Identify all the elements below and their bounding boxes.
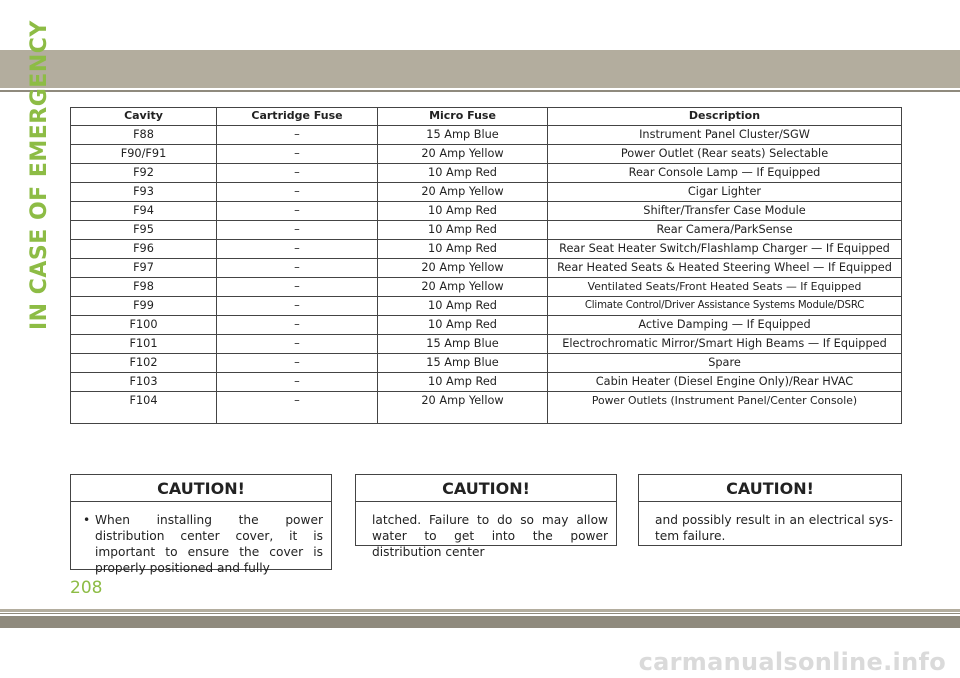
cartridge-fuse-cell: – — [217, 392, 378, 424]
cartridge-fuse-cell: – — [217, 126, 378, 145]
cartridge-fuse-cell: – — [217, 373, 378, 392]
caution-title: CAUTION! — [639, 475, 901, 502]
watermark: carmanualsonline.info — [638, 648, 946, 676]
header-divider-dark — [0, 90, 960, 92]
description-cell: Rear Camera/ParkSense — [548, 221, 902, 240]
column-header-cavity: Cavity — [71, 108, 217, 126]
table-row — [71, 316, 902, 335]
caution-body — [71, 502, 331, 584]
caution-text: latched. Failure to do so may allow water to get into the power distribution center — [372, 513, 608, 559]
description-cell: Climate Control/Driver Assistance Systems Module/DSRC — [548, 297, 902, 316]
caution-text: and possibly result in an electrical sys-tem failure. — [655, 513, 893, 543]
caution-box-2 — [355, 474, 617, 559]
description-cell: Rear Seat Heater Switch/Flashlamp Charger — If Equipped — [548, 240, 902, 259]
micro-fuse-cell: 10 Amp Red — [378, 373, 548, 392]
micro-fuse-cell: 20 Amp Yellow — [378, 278, 548, 297]
footer-rule — [0, 609, 960, 612]
caution-box-1 — [70, 474, 332, 575]
footer-band — [0, 616, 960, 628]
micro-fuse-cell: 10 Amp Red — [378, 221, 548, 240]
cartridge-fuse-cell: – — [217, 354, 378, 373]
description-cell: Rear Console Lamp — If Equipped — [548, 164, 902, 183]
cartridge-fuse-cell: – — [217, 183, 378, 202]
micro-fuse-cell: 20 Amp Yellow — [378, 259, 548, 278]
description-cell: Active Damping — If Equipped — [548, 316, 902, 335]
micro-fuse-cell: 15 Amp Blue — [378, 126, 548, 145]
caution-text: When installing the power distribution center cover, it is important to ensure the cover is properly positioned and fully — [95, 513, 323, 575]
micro-fuse-cell: 20 Amp Yellow — [378, 392, 548, 424]
description-cell: Instrument Panel Cluster/SGW — [548, 126, 902, 145]
cartridge-fuse-cell: – — [217, 240, 378, 259]
section-side-label — [0, 20, 60, 330]
cavity-cell: F97 — [71, 259, 217, 278]
table-row — [71, 335, 902, 354]
footer-rule-thin — [0, 613, 960, 614]
micro-fuse-cell: 10 Amp Red — [378, 316, 548, 335]
micro-fuse-cell: 20 Amp Yellow — [378, 183, 548, 202]
description-cell: Cigar Lighter — [548, 183, 902, 202]
caution-title: CAUTION! — [71, 475, 331, 502]
table-row — [71, 221, 902, 240]
page-number: 208 — [70, 578, 103, 598]
cavity-cell: F93 — [71, 183, 217, 202]
cavity-cell: F95 — [71, 221, 217, 240]
micro-fuse-cell: 15 Amp Blue — [378, 335, 548, 354]
cavity-cell: F103 — [71, 373, 217, 392]
description-cell: Power Outlets (Instrument Panel/Center Console) — [548, 392, 902, 424]
description-cell: Electrochromatic Mirror/Smart High Beams — If Equipped — [548, 335, 902, 354]
description-cell: Rear Heated Seats & Heated Steering Wheel — If Equipped — [548, 259, 902, 278]
table-row — [71, 202, 902, 221]
caution-title: CAUTION! — [356, 475, 616, 502]
cavity-cell: F102 — [71, 354, 217, 373]
table-row — [71, 164, 902, 183]
cartridge-fuse-cell: – — [217, 316, 378, 335]
cavity-cell: F96 — [71, 240, 217, 259]
description-cell: Shifter/Transfer Case Module — [548, 202, 902, 221]
column-header-cartridge-fuse: Cartridge Fuse — [217, 108, 378, 126]
cavity-cell: F101 — [71, 335, 217, 354]
cavity-cell: F99 — [71, 297, 217, 316]
micro-fuse-cell: 10 Amp Red — [378, 297, 548, 316]
description-cell: Spare — [548, 354, 902, 373]
caution-bullet-item — [83, 512, 323, 576]
cavity-cell: F94 — [71, 202, 217, 221]
table-row — [71, 278, 902, 297]
cartridge-fuse-cell: – — [217, 278, 378, 297]
cavity-cell: F104 — [71, 392, 217, 424]
table-row — [71, 145, 902, 164]
table-row — [71, 126, 902, 145]
fuse-table — [70, 107, 902, 424]
micro-fuse-cell: 10 Amp Red — [378, 202, 548, 221]
section-side-label-text: IN CASE OF EMERGENCY — [27, 20, 52, 330]
micro-fuse-cell: 10 Amp Red — [378, 240, 548, 259]
micro-fuse-cell: 10 Amp Red — [378, 164, 548, 183]
caution-box-3 — [638, 474, 902, 546]
table-row — [71, 297, 902, 316]
cartridge-fuse-cell: – — [217, 259, 378, 278]
table-row — [71, 373, 902, 392]
cartridge-fuse-cell: – — [217, 145, 378, 164]
cavity-cell: F90/F91 — [71, 145, 217, 164]
cavity-cell: F88 — [71, 126, 217, 145]
cartridge-fuse-cell: – — [217, 164, 378, 183]
header-band — [0, 50, 960, 88]
cavity-cell: F98 — [71, 278, 217, 297]
table-row — [71, 259, 902, 278]
column-header-description: Description — [548, 108, 902, 126]
caution-body — [356, 502, 616, 568]
cartridge-fuse-cell: – — [217, 221, 378, 240]
description-cell: Power Outlet (Rear seats) Selectable — [548, 145, 902, 164]
description-cell: Ventilated Seats/Front Heated Seats — If Equipped — [548, 278, 902, 297]
micro-fuse-cell: 20 Amp Yellow — [378, 145, 548, 164]
description-cell: Cabin Heater (Diesel Engine Only)/Rear HVAC — [548, 373, 902, 392]
table-row — [71, 183, 902, 202]
cartridge-fuse-cell: – — [217, 202, 378, 221]
cavity-cell: F92 — [71, 164, 217, 183]
caution-body — [639, 502, 901, 552]
table-row — [71, 354, 902, 373]
fuse-table-header-row — [71, 108, 902, 126]
table-row — [71, 392, 902, 424]
cartridge-fuse-cell: – — [217, 297, 378, 316]
column-header-micro-fuse: Micro Fuse — [378, 108, 548, 126]
bullet-icon: • — [83, 513, 91, 527]
micro-fuse-cell: 15 Amp Blue — [378, 354, 548, 373]
cavity-cell: F100 — [71, 316, 217, 335]
cartridge-fuse-cell: – — [217, 335, 378, 354]
table-row — [71, 240, 902, 259]
